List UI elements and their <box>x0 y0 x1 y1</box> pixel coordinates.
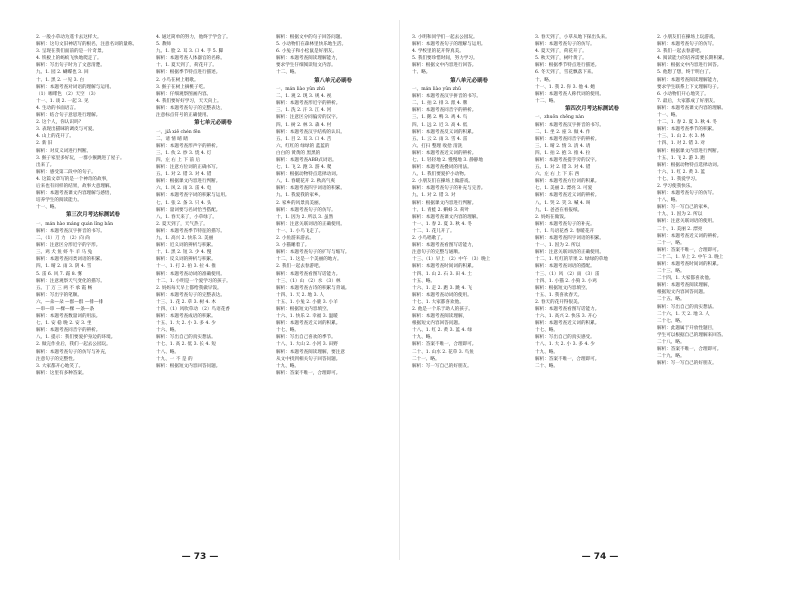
answer-line: 五、1. 对 2. 错 3. 对 4. 错 <box>156 172 212 178</box>
answer-line: 2. 学习使我快乐。 <box>657 183 696 189</box>
answer-line: 十八、略。 <box>156 349 179 355</box>
answer-line: 二十一、略。 <box>657 240 685 246</box>
answer-line: 二十、1. 美丽 2. 漂亮 <box>657 226 703 232</box>
answer-line: 3. 猴子家里多好玩，一群小猴跳进了屋子。 <box>36 155 125 161</box>
answer-explanation: 解析：根据文中内容进行回答。 <box>412 63 477 69</box>
answer-explanation: 解析：根据课文内容进行判断。 <box>657 148 722 154</box>
answer-line: 八、1. 我们要爱护小动物。 <box>412 172 469 178</box>
answer-explanation: 解析：本题考查对词语的理解与运用。 <box>36 84 115 90</box>
answer-line: 十七、1. 高 2. 低 3. 长 4. 短 <box>156 342 216 348</box>
answer-explanation: 解析：本题考查成语的积累。 <box>156 314 216 320</box>
answer-line: 2. 新 旧 <box>36 141 53 147</box>
answer-line: 一、mán hào máng quán lǐng bān <box>36 221 114 227</box>
answer-line: 十、略。 <box>535 77 554 83</box>
answer-line: 十七、1. 我爱学习。 <box>657 176 700 182</box>
answer-line: 十四、（1）风吹草动 （2）鸟语花香 <box>156 306 230 312</box>
answer-line: 2. 做完作业后，我们一起去公园玩。 <box>36 342 111 348</box>
answer-line: 6. 小兔子和小松鼠是好朋友。 <box>276 49 337 55</box>
answer-line: 四、1. 树 2. 林 3. 森 4. 村 <box>276 122 332 128</box>
section-title: 第三次月考达标测试卷 <box>66 212 120 219</box>
answer-explanation: 解析：根据季节特点进行描述。 <box>535 63 600 69</box>
answer-line: 十五、略。 <box>412 278 435 284</box>
answer-explanation: 解析：本题考查形声字的辨析。 <box>156 143 221 149</box>
answer-line: 十一、1. 我 2. 你 3. 他 4. 她 <box>535 84 595 90</box>
answer-line: 二、1. 坐 2. 座 3. 做 4. 作 <box>535 129 591 135</box>
answer-line: 十七、略。 <box>535 328 558 334</box>
answer-explanation: 解析：本题考查词语的搭配。 <box>535 264 595 270</box>
answer-line: 3. 呈现在我们面前的是一片奇景。 <box>36 49 107 55</box>
answer-line: 2. 我们一起去春游吧。 <box>276 264 324 270</box>
answer-line: 2. 小鱼游来游去。 <box>276 236 315 242</box>
answer-line: 七、1. 美丽 2. 漂亮 3. 可爱 <box>535 186 593 192</box>
answer-line: 十九、略。 <box>535 349 558 355</box>
answer-explanation: 解析：本题考查课文内容的理解。 <box>412 214 481 220</box>
answer-line: 十八、1. 大 2. 小 3. 多 4. 少 <box>535 342 595 348</box>
answer-explanation: 解析：本题考查看图写话能力。 <box>276 271 341 277</box>
answer-line: 5. 雷 6. 风 7. 霜 8. 雾 <box>36 271 83 277</box>
page-number-left: — 73 — <box>181 552 219 562</box>
answer-explanation: 解析：注意关联词语的正确使用。 <box>535 250 604 256</box>
answer-explanation: 解析：本题考查数量词的用法。 <box>36 314 101 320</box>
answer-line: 二十四、1. 大家都喜欢他。 <box>657 276 714 282</box>
answer-line: 注意标点符号的正确使用。 <box>156 113 212 119</box>
answer-line: 2. 妈妈在做饭。 <box>535 214 569 220</box>
answer-explanation: 解析：答案不唯一，合理即可。 <box>657 247 722 253</box>
answer-line: 二十、略。 <box>535 363 558 369</box>
answer-line: 4. 我们要好好学习，天天向上。 <box>156 98 222 104</box>
answer-explanation: 解析：本题考查字词的积累与运用。 <box>156 193 230 199</box>
answer-explanation: 解析：本题考查句子的补充。 <box>535 221 595 227</box>
answer-line: 十、1. 黑 2. 短 3. 少 4. 慢 <box>156 250 212 256</box>
answer-explanation: 解析：本题考查阅读理解， <box>412 314 468 320</box>
answer-line: 八、1. 提示：我们要爱护身边的环境。 <box>36 335 116 341</box>
answer-line: 一、mán liào yǔn zhū <box>412 87 461 93</box>
answer-line: 十六、略。 <box>156 328 179 334</box>
answer-line: 四、1. 晴 2. 雨 3. 阴 4. 雪 <box>36 264 92 270</box>
answer-explanation: 解析：对反义词进行判断。 <box>36 148 92 154</box>
answer-line: 根据短文内容回答问题。 <box>412 321 463 327</box>
answer-line: 2. 小朋友们在操场上玩游戏。 <box>657 35 718 40</box>
answer-explanation: 解析：本题考查方位词的积累。 <box>535 179 600 185</box>
answer-line: 十二、1. 这是一个美丽的地方。 <box>276 257 342 263</box>
answer-line: 一、zhuōn chēng nàn <box>535 115 584 121</box>
answer-line: 九、1. 高兴 2. 快乐 3. 美丽 <box>156 236 214 242</box>
answer-line: 九、1. 脸 2. 耳 3. 口 4. 手 5. 脚 <box>156 49 224 55</box>
left-column-1 <box>36 34 150 534</box>
answer-line: 七、1. 安 稳 晚 2. 安 3. 坐 <box>36 321 92 327</box>
answer-line: 2. 小朋友们在操场上做游戏。 <box>412 179 473 185</box>
answer-line: 后来也有同样的结果，故事大意理解。 <box>36 183 115 189</box>
answer-line: 3. 猴子在树上摘桃子吃。 <box>156 84 208 90</box>
answer-explanation: 解析：注意观察天气变化的描写。 <box>36 278 105 284</box>
answer-explanation: 解析：根据短文内容填空。 <box>535 285 591 291</box>
answer-line: 十三、（1）早上 （2）中午 （3）晚上 <box>412 257 491 263</box>
answer-line: 4. 生动的书面语言。 <box>36 105 79 111</box>
answer-line: 培养学生的阅读能力。 <box>36 198 82 204</box>
answer-line: 十四、1. 对 2. 错 3. 对 <box>657 141 706 147</box>
answer-explanation: 解析：写出字的笔顺。 <box>36 292 82 298</box>
section-title: 第八单元必刷卷 <box>314 77 352 84</box>
answer-line: 2. 小鸟唱歌了。 <box>412 236 446 242</box>
answer-line: 3. 小猫睡着了。 <box>276 243 310 249</box>
answer-explanation: 解析：本题考查人体器官的名称。 <box>156 56 225 62</box>
answer-line: 五、1. 云 2. 雨 3. 雪 4. 雷 <box>412 136 468 142</box>
answer-explanation: 解析：本题考查动词的准确使用。 <box>156 271 225 277</box>
answer-explanation: 解析：本题考查ABB式词语。 <box>276 158 337 163</box>
answer-explanation: 解析：答案不唯一，合理即可。 <box>276 370 341 376</box>
answer-line: 十、1. 夏天到了，荷花开了。 <box>156 63 217 69</box>
answer-line: 十四、1. 山 2. 石 3. 田 4. 土 <box>412 271 472 277</box>
answer-line: 二十八、略。 <box>657 340 685 346</box>
right-column-2 <box>535 34 649 534</box>
answer-explanation: 解析：本题考查句子的完整表达。 <box>156 292 225 298</box>
answer-line: 十六、1. 高兴 2. 快乐 3. 开心 <box>535 314 597 320</box>
answer-explanation: 解析：答案不唯一，合理即可。 <box>535 356 600 362</box>
answer-line: 二、（1）刀 力 （2）向 尚 <box>36 236 90 242</box>
answer-explanation: 解析：本题考查四字词语的积累。 <box>535 236 604 242</box>
answer-line: 6. 冬天到了，雪花飘落下来。 <box>535 70 596 76</box>
answer-line: 学生可以根据自己的理解来回答。 <box>657 332 726 338</box>
answer-line: 三、1. 晴 2. 情 3. 清 4. 请 <box>535 143 591 149</box>
answer-line: 十一、略。 <box>657 113 680 119</box>
answer-line: 十、1. 鸟语花香 2. 春暖花开 <box>535 228 595 234</box>
answer-explanation: 解析：本题考查阅读理解能力， <box>276 56 341 62</box>
answer-line: 二、1. 观 2. 现 3. 规 4. 视 <box>276 94 332 100</box>
answer-explanation: 解析：本题考查汉字拼音的书写。 <box>36 228 105 234</box>
answer-line: 二十一、略。 <box>412 356 440 362</box>
answer-line: 十三、（1）山 （2）水 （3）林 <box>276 278 341 284</box>
answer-explanation: 解析：感受第二段中的句子。 <box>36 169 96 175</box>
answer-explanation: 解析：答案不唯一，合理即可。 <box>412 342 477 348</box>
answer-line: 六、—朵—朵 —群—群 —排—排 <box>36 299 104 305</box>
answer-line: 二十七、略。 <box>657 318 685 324</box>
answer-explanation: 解析：本题考查句子的完整表达， <box>156 105 225 111</box>
answer-line: 七、1. 飞 2. 跑 3. 游 4. 爬 <box>276 165 332 171</box>
answer-line: 4. 这篇文章写的是一个神奇的故事， <box>36 176 111 182</box>
answer-line: 4. 铁板上的蚂蚁飞快地爬走了。 <box>36 56 102 62</box>
right-column-3 <box>657 34 771 534</box>
answer-explanation: 解析：根据课文内容进行判断。 <box>156 179 221 185</box>
answer-explanation: 解析：本题考查句子的补充与完善。 <box>412 186 486 192</box>
answer-explanation: 解析：注意区分同偏旁的汉字。 <box>276 115 341 121</box>
answer-line: 二、1. 拍 2. 排 3. 派 4. 牌 <box>412 101 468 107</box>
section-title: 第八单元必刷卷 <box>450 77 488 84</box>
answer-line: 六、左 右 上 下 东 西 <box>535 172 580 178</box>
answer-line: 十六、1. 红 2. 黄 3. 蓝 <box>657 169 706 175</box>
answer-line: 十二、1. 花儿开了。 <box>412 228 455 234</box>
answer-line: 4. 通过简单的努力，他终于学会了。 <box>156 35 231 40</box>
answer-explanation: 解析：这里有多种答案。 <box>36 370 87 376</box>
answer-line: 十九、1. 因为 2. 所以 <box>657 212 703 218</box>
answer-line: （1）咖啡色 （2）天空 （3） <box>36 91 99 97</box>
answer-explanation: 解析：本题考查近义词的积累。 <box>535 321 600 327</box>
left-column-3 <box>276 34 390 534</box>
answer-line: —串—串 —棵—棵 —条—条 <box>36 306 95 312</box>
answer-explanation: 解析：本题考查叠词的用法。 <box>412 165 472 171</box>
answer-line: 十、1. 因为 2. 所以 3. 虽然 <box>276 214 334 220</box>
answer-explanation: 解析：写出句子时为了文意清楚。 <box>36 63 105 69</box>
answer-explanation: 解析：写出自己的真实想法。 <box>657 304 717 310</box>
answer-line: 十三、1. 山 2. 水 3. 林 <box>657 134 706 140</box>
answer-explanation: 解析：根据短文内容回答问题。 <box>156 363 221 369</box>
answer-line: 九、1. 我爱我的家乡。 <box>276 193 324 199</box>
answer-explanation: 解析：本题考查看图写话能力。 <box>535 306 600 312</box>
answer-explanation: 解析：本题考查近义词的积累。 <box>276 321 341 327</box>
answer-line: 注意句子的完整与通顺。 <box>412 250 463 256</box>
answer-explanation: 解析：本题考查句子的仿写。 <box>276 207 336 213</box>
answer-explanation: 解析：本题考查同音字的辨析。 <box>535 136 600 142</box>
answer-explanation: 解析：写出自己喜欢的季节。 <box>276 335 336 341</box>
answer-line: 五、丁 万 三 两 不 承 霞 畅 <box>36 285 93 291</box>
answer-explanation: 解析：根据季节特点进行描述。 <box>156 70 221 76</box>
answer-line: 十一、1. 春 2. 夏 3. 秋 4. 冬 <box>412 221 472 227</box>
left-column-2 <box>156 34 270 534</box>
answer-explanation: 解析：写一写自己的好朋友。 <box>412 363 472 369</box>
answer-explanation: 解析：本题考查句子的仿写。 <box>657 191 717 197</box>
answer-line: 从文中找到相关句子回答问题。 <box>276 356 341 362</box>
answer-line: 九、1. 对 2. 错 3. 对 <box>412 193 456 199</box>
answer-line: 十八、1. 大山 2. 小河 3. 田野 <box>276 342 338 348</box>
answer-line: 4. 阅读能力的培养需要长期积累。 <box>657 56 728 62</box>
answer-line: 三、1. 鹅 2. 鸭 3. 鸡 4. 鸟 <box>412 115 468 121</box>
answer-explanation: 解析：此题属于开放性题目， <box>657 325 717 331</box>
answer-line: 2. 这个人，你认识吗？ <box>36 120 84 126</box>
answer-line: 3. 小明和同学们一起去公园玩。 <box>412 35 478 40</box>
answer-explanation: 解析：本题考查四字词语的积累。 <box>276 186 345 192</box>
answer-explanation: 解析：本题考查季节的积累。 <box>657 127 717 133</box>
answer-explanation: 解析：本题考查阅读理解能力， <box>657 77 722 83</box>
answer-line: 十二、略。 <box>276 70 299 76</box>
answer-line: 十九、略。 <box>276 363 299 369</box>
answer-line: 六、红红的 绿绿的 蓝蓝的 <box>276 143 330 149</box>
answer-line: 3. 大家都开心地笑了。 <box>36 363 84 369</box>
answer-explanation: 解析：本题考查古诗的积累与背诵。 <box>276 285 350 291</box>
answer-explanation: 解析：本题考查阅读理解，要注意 <box>276 349 345 355</box>
answer-explanation: 解析：答案不唯一，合理即可。 <box>657 347 722 353</box>
answer-line: 6. 小动物们开心地笑了。 <box>657 91 709 97</box>
answer-explanation: 解析：本题考查季节特征的描写。 <box>156 228 225 234</box>
answer-line: 一、jiǎ xiē chén fēn <box>156 129 201 135</box>
answer-explanation: 解析：本题考查提手旁的汉字。 <box>535 158 600 163</box>
answer-line: 十二、略。 <box>535 98 558 104</box>
answer-explanation: 解析：本题考查同类词语的积累。 <box>36 257 105 263</box>
answer-explanation: 解析：本题考查形近字的辨析。 <box>276 101 341 107</box>
answer-line: 二十六、1. 天 2. 地 3. 人 <box>657 311 710 317</box>
answer-line: 4. 学校里的花开得真美。 <box>412 49 464 55</box>
answer-line: 十一、略。 <box>36 205 59 211</box>
answer-line: 3. 我们一起去春游吧。 <box>657 49 705 55</box>
answer-line: 7. 最后，大家都成了好朋友。 <box>657 98 718 104</box>
answer-line: 二、请 情 晴 睛 <box>156 136 188 142</box>
answer-line: 二十二、1. 早上 2. 中午 3. 晚上 <box>657 254 724 260</box>
answer-explanation: 解析：结合句子意思进行理解。 <box>36 113 101 119</box>
answer-explanation: 解析：注意关联词语的正确使用。 <box>276 221 345 227</box>
answer-line: 出来了。 <box>36 162 55 168</box>
answer-line: 十二、1. 红红的苹果 2. 绿绿的草地 <box>535 257 608 263</box>
answer-explanation: 解析：本题考查课文内容的理解。 <box>657 105 726 111</box>
answer-line: 2. 妈妈每天早上都给我做早饭。 <box>156 285 222 291</box>
section-title: 第七单元必刷卷 <box>194 120 232 127</box>
answer-line: 十一、1. 小鸟飞走了。 <box>276 228 324 234</box>
answer-line: 十二、1. 小明是一个爱学习的孩子。 <box>156 278 231 284</box>
answer-line: 四、左 右 上 下 前 后 <box>156 158 201 163</box>
answer-explanation: 解析：根据课文内容进行判断。 <box>412 200 477 206</box>
answer-line: 注意句子的完整性。 <box>36 356 78 362</box>
answer-explanation: 解析：本题考查看图写话能力， <box>412 243 477 249</box>
answer-line: 4. 山上的花开了。 <box>36 134 75 140</box>
answer-line: 十六、1. 走 2. 跑 3. 跳 4. 飞 <box>412 285 472 291</box>
answer-line: 十七、略。 <box>276 328 299 334</box>
answer-explanation: 解析：这句文旧神话写的根名，注意名词的量称。 <box>36 42 138 48</box>
answer-line: 十一、1. 打 2. 拍 3. 拉 4. 推 <box>156 264 216 270</box>
answer-explanation: 解析：本题考查时间词的积累。 <box>657 262 722 267</box>
answer-line: 十三、1. 花 2. 草 3. 树 4. 木 <box>156 299 216 305</box>
answer-line: 九、1. 园 2. 蝴蝶也 3. 回 <box>36 70 89 76</box>
answer-explanation: 解析：本题考查汉字结构的认识。 <box>276 129 345 135</box>
answer-explanation: 解析：根据动物特点选择动词。 <box>657 162 722 168</box>
answer-line: 十六、1. 快乐 2. 幸福 3. 温暖 <box>276 314 338 320</box>
answer-line: 二十五、略。 <box>657 297 685 303</box>
answer-line: 3. 表现出猫咪的调皮与可爱。 <box>36 127 97 133</box>
answer-line: 三、1. 洗 2. 汗 3. 江 4. 河 <box>276 108 332 114</box>
answer-explanation: 解析：注意方位词的正确书写。 <box>156 165 221 171</box>
answer-line: 5. 教师 <box>156 42 172 48</box>
page-number-right: — 74 — <box>581 552 619 562</box>
answer-explanation: 解析：本题考查同音字的辨析。 <box>412 108 477 114</box>
answer-line: 要求学生联系上下文理解句子。 <box>657 84 722 90</box>
answer-line: 十、略。 <box>412 70 431 76</box>
answer-line: 十、1. 青蛙 2. 蝌蚪 3. 荷叶 <box>412 207 470 213</box>
answer-line: 八、1. 哭 2. 笑 3. 喊 4. 叫 <box>535 200 591 206</box>
answer-explanation: 解析：本题考查时间词的积累。 <box>412 264 477 270</box>
answer-line: 十五、1. 飞 2. 游 3. 跑 <box>657 155 706 161</box>
answer-explanation: 解析：本题考查近义词的辨析。 <box>535 193 600 199</box>
answer-explanation: 解析：本题考查句子的扩写与缩写。 <box>276 250 350 256</box>
answer-line: 4. 夏天到了，荷花开了。 <box>535 49 587 55</box>
answer-line: 2. 夏天到了，天气热了。 <box>156 221 208 227</box>
answer-explanation: 解析：本题考查句子的仿写。 <box>535 42 595 48</box>
answer-explanation: 解析：本题考查汉字拼音的书写。 <box>412 94 481 100</box>
answer-explanation: 解析：写出自己的真实感受。 <box>535 335 595 341</box>
answer-line: 十一、1. 谈 2. 一起 3. 见 <box>36 98 89 104</box>
answer-line: 九、1. 爸爸在看报纸。 <box>535 207 583 213</box>
answer-explanation: 解析：本题考查汉字拼音的书写。 <box>535 122 604 128</box>
answer-line: 七、1. 张 2. 条 3. 只 4. 头 <box>156 200 212 206</box>
answer-explanation: 解析：反义词的辨析与积累。 <box>156 257 216 263</box>
answer-explanation: 解析：本题考查反义词的积累。 <box>412 129 477 135</box>
answer-line: 5. 小动物们在森林里快乐地生活。 <box>276 42 347 48</box>
answer-line: 5. 他想了想，终于明白了。 <box>657 70 714 76</box>
answer-explanation: 解析：本题考查句子的理解与运用。 <box>412 42 486 48</box>
answer-line: 十八、略。 <box>657 198 680 204</box>
answer-line: 三、1. 伙 2. 炒 3. 烧 4. 灯 <box>156 150 212 156</box>
answer-explanation: 解析：本题考查近义词的辨析。 <box>657 233 722 239</box>
answer-line: 白白的 黄黄的 黑黑的 <box>276 150 321 156</box>
answer-line: 十九、略。 <box>412 335 435 341</box>
right-column-1 <box>412 34 526 534</box>
answer-line: 二十九、略。 <box>657 354 685 360</box>
answer-line: 四、1. 拍 2. 抱 3. 推 4. 拉 <box>535 150 591 156</box>
answer-explanation: 解析：根据动物特点选择动词。 <box>276 172 341 178</box>
answer-line: 十三、（1）风 （2）雨 （3）雷 <box>535 271 600 277</box>
answer-line: 五、1. 对 2. 错 3. 对 4. 错 <box>535 165 591 171</box>
answer-line: 十八、1. 红 2. 黄 3. 蓝 4. 绿 <box>412 328 472 334</box>
answer-line: 根据短文内容回答问题。 <box>657 290 708 296</box>
section-title: 第四次月考达标测试卷 <box>565 105 619 112</box>
answer-line: 2. 小鸟在树上唱歌。 <box>156 77 199 83</box>
answer-line: 十七、1. 大家都喜欢他。 <box>412 299 464 305</box>
answer-explanation: 解析：根据文中内容进行回答。 <box>657 63 722 69</box>
answer-explanation: 解析：注意关联词语的使用。 <box>657 219 717 225</box>
answer-line: 二十三、略。 <box>657 269 685 275</box>
answer-explanation: 解析：本题考查动词的使用。 <box>412 292 472 298</box>
answer-explanation: 解析：本题考查句子的仿写。 <box>657 42 717 48</box>
answer-line: 四、1. 远 2. 近 3. 高 4. 低 <box>412 122 468 128</box>
right-page <box>400 0 800 589</box>
answer-explanation: 解析：量词要与名词恰当搭配。 <box>156 207 221 213</box>
answer-explanation: 解析：本题考查近义词的辨析。 <box>412 150 477 156</box>
answer-explanation: 解析：写一写自己的好朋友。 <box>657 361 717 367</box>
answer-explanation: 解析：本题考查阅读理解， <box>657 283 713 289</box>
answer-explanation: 解析：本题考查同音字的辨析。 <box>36 328 101 334</box>
answer-explanation: 解析：本题考查句子的仿写与补充， <box>36 349 110 355</box>
answer-explanation: 解析：根据文中的句子回答问题。 <box>276 35 345 40</box>
answer-line: 三、鸡 犬 鱼 虾 牛 羊 马 兔 <box>36 250 93 256</box>
answer-explanation: 解析：本题考查课文内容理解与感悟， <box>36 191 115 197</box>
answer-line: 六、打扫 整理 收拾 清洗 <box>412 143 463 149</box>
answer-explanation: 解析：写出自己的真实想法。 <box>156 335 216 341</box>
answer-line: 十五、1. 我喜欢春天。 <box>535 292 583 298</box>
answer-line: 七、1. 轻轻地 2. 慢慢地 3. 静静地 <box>412 158 483 163</box>
answer-line: 十、1. 黑 2. 一见 3. 白 <box>36 77 85 83</box>
answer-line: 十五、1. 大 2. 小 3. 多 4. 少 <box>156 321 216 327</box>
answer-explanation: 解析：仔细观察图画内容。 <box>156 91 212 97</box>
answer-line: 十四、1. 小猫 2. 小狗 3. 小鸡 <box>535 278 597 284</box>
answer-line: 5. 秋天到了，树叶黄了。 <box>535 56 587 62</box>
answer-line: 五、1. 目 2. 耳 3. 口 4. 舌 <box>276 136 332 142</box>
answer-line: 2. 一般小草动为遥卡去这样大。 <box>36 35 102 40</box>
answer-explanation: 解析：写一写自己的家乡。 <box>657 205 713 211</box>
answer-line: 2. 家乡的风景真美丽。 <box>276 200 324 206</box>
answer-line: 5. 我们要珍惜时间，努力学习。 <box>412 56 478 62</box>
answer-line: 十二、1. 春 2. 夏 3. 秋 4. 冬 <box>657 120 717 126</box>
answer-line: 2. 春天的花开得很美。 <box>535 299 583 305</box>
answer-line: 六、1. 风 2. 雨 3. 雷 4. 电 <box>156 186 212 192</box>
answer-line: 十五、1. 小兔 2. 小鹿 3. 小羊 <box>276 299 338 305</box>
answer-line: 八、1. 春暖花开 2. 秋高气爽 <box>276 179 336 185</box>
answer-explanation: 解析：本题考查人称代词的使用。 <box>535 91 604 97</box>
answer-line: 2. 他是一个乐于助人的孩子。 <box>412 306 473 312</box>
answer-explanation: 解析：根据短文内容填空。 <box>276 306 332 312</box>
answer-line: 八、1. 春天来了，小草绿了。 <box>156 214 217 220</box>
answer-explanation: 解析：近义词的辨析与积累。 <box>156 243 216 249</box>
answer-line: 十九、一 不 是 的 <box>156 356 193 362</box>
answer-line: 十一、1. 因为 2. 所以 <box>535 243 581 249</box>
answer-explanation: 解析：注意区分形近字的字形。 <box>36 243 101 249</box>
answer-line: 3. 春天到了，小草从地下探出头来。 <box>535 35 610 40</box>
answer-line: 一、mán liào yǔn zhū <box>276 87 325 93</box>
answer-line: 二十、1. 山水 2. 花草 3. 鸟鱼 <box>412 349 474 355</box>
answer-line: 十四、1. 天 2. 地 3. 人 <box>276 292 325 298</box>
answer-line: 要求学生仔细阅读短文内容。 <box>276 63 336 69</box>
